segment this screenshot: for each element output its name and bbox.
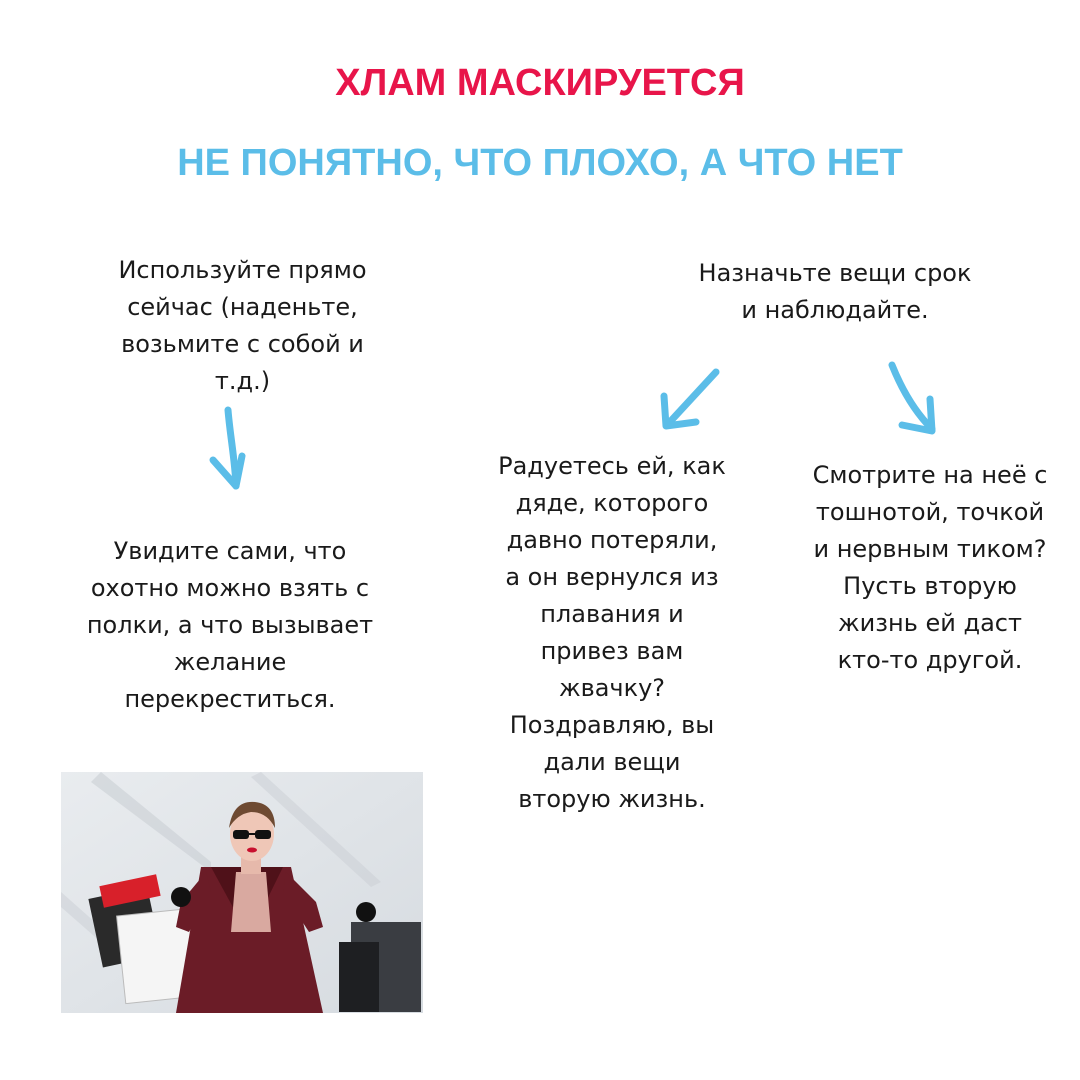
page-title: ХЛАМ МАСКИРУЕТСЯ: [335, 62, 745, 104]
text-disgust: Смотрите на неё с тошнотой, точкой и нервным тиком? Пусть вторую жизнь ей даст кто-то другой.: [812, 461, 1048, 674]
text-rejoice: Радуетесь ей, как дяде, которого давно потеряли, а он вернулся из плавания и привез вам жвачку? Поздравляю, вы дали вещи вторую жизнь.: [498, 452, 726, 813]
shopping-woman-photo: [61, 772, 423, 1013]
text-set-deadline: Назначьте вещи срок и наблюдайте.: [698, 259, 972, 324]
page-subtitle: НЕ ПОНЯТНО, ЧТО ПЛОХО, А ЧТО НЕТ: [177, 142, 903, 184]
text-see-yourself: Увидите сами, что охотно можно взять с полки, а что вызывает желание перекреститься.: [86, 537, 374, 713]
arrow-down-icon: [200, 400, 260, 495]
arrow-down-left-icon: [650, 360, 730, 440]
arrow-down-right-icon: [880, 355, 950, 445]
text-use-now: Используйте прямо сейчас (наденьте, возьмите с собой и т.д.): [118, 256, 367, 395]
